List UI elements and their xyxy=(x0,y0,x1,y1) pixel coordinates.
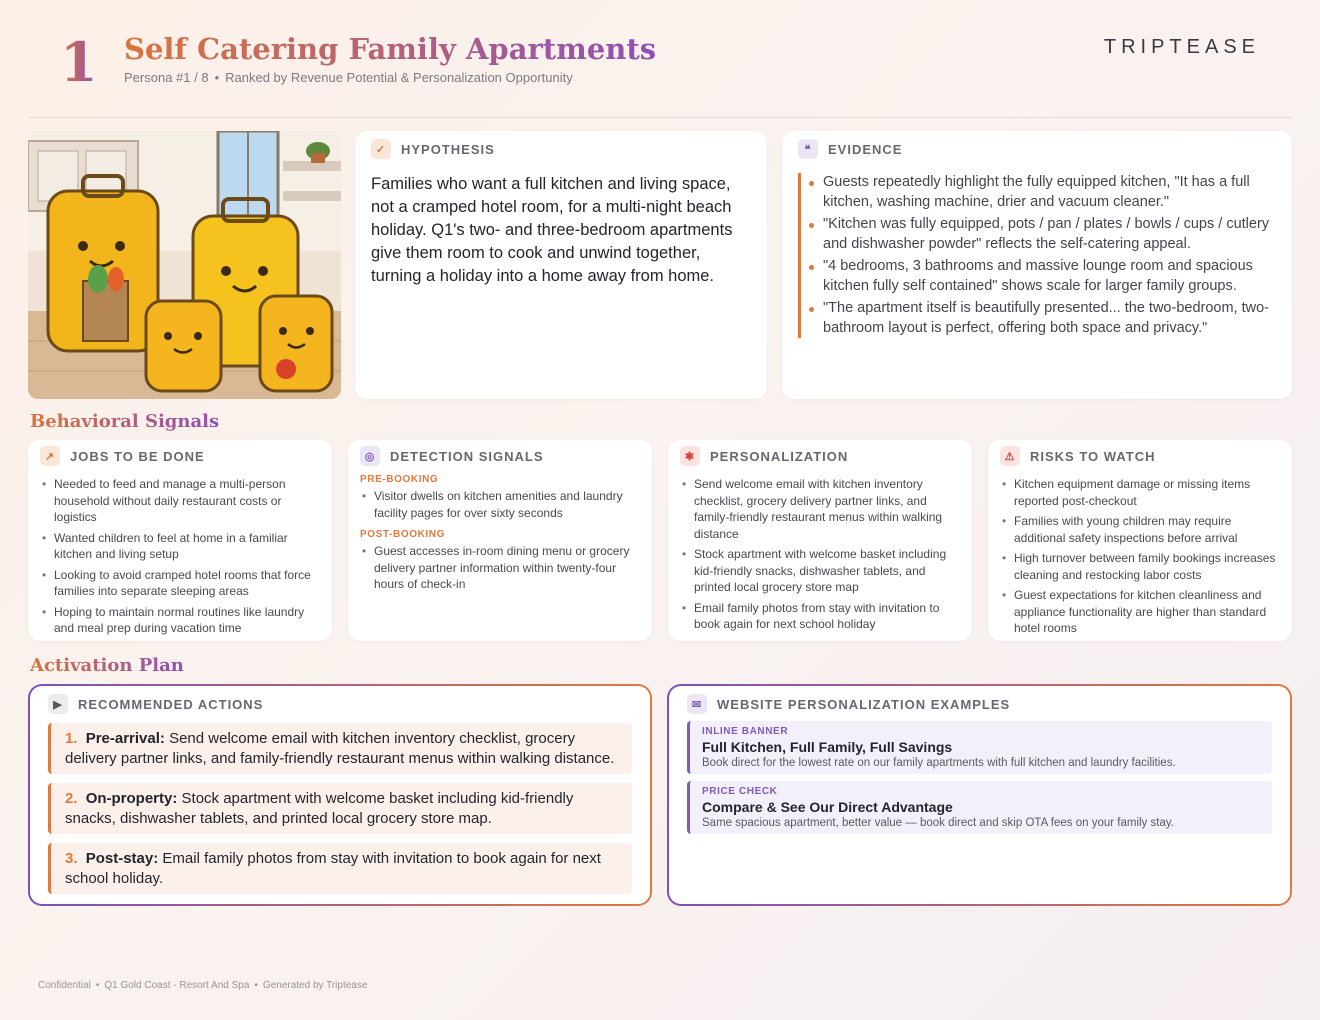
personalization-item: • Email family photos from stay with invitation to book again for next school holiday xyxy=(680,600,960,633)
post-booking-label: POST-BOOKING xyxy=(360,529,445,540)
mail-icon: ✉ xyxy=(687,694,707,714)
risks-list xyxy=(1000,476,1280,637)
detection-header xyxy=(360,446,640,466)
brand-logo: TRIPTEASE xyxy=(1103,36,1260,58)
evidence-header xyxy=(798,139,1276,159)
hero-illustration xyxy=(28,131,341,399)
step-text: Email family photos from stay with invitation to book again for next school holiday. xyxy=(65,850,601,887)
page-subtitle xyxy=(124,70,573,85)
pre-booking-list xyxy=(360,488,640,521)
page-header xyxy=(28,24,1292,118)
footer-generated: Generated by Triptease xyxy=(262,980,368,991)
target-icon: ◎ xyxy=(360,446,380,466)
post-booking-item: • Guest accesses in-room dining menu or grocery delivery partner information within twenty-four hours of check-in xyxy=(360,543,640,593)
example-body: Book direct for the lowest rate on our family apartments with full kitchen and laundry facilities. xyxy=(702,757,1176,769)
persona-rank: 1 xyxy=(60,30,98,94)
website-examples-content xyxy=(669,686,1290,904)
detection-card xyxy=(348,440,652,641)
pre-booking-label: PRE-BOOKING xyxy=(360,474,439,485)
footer-confidential: Confidential xyxy=(38,980,91,991)
evidence-list xyxy=(798,173,1276,338)
arrow-up-right-icon: ↗ xyxy=(40,446,60,466)
risks-card xyxy=(988,440,1292,641)
example-tag: PRICE CHECK xyxy=(702,786,778,797)
jobs-item: • Needed to feed and manage a multi-person household without daily restaurant costs or logistics xyxy=(40,476,320,526)
step-text: Stock apartment with welcome basket including kid-friendly snacks, dishwasher tablets, and printed local grocery store map. xyxy=(65,790,574,827)
website-example xyxy=(687,781,1272,834)
evidence-item: "The apartment itself is beautifully presented... the two-bedroom, two-bathroom layout is perfect, offering both space and privacy." xyxy=(823,299,1276,338)
suitcase-family-illustration xyxy=(28,131,341,399)
hypothesis-text: Families who want a full kitchen and living space, not a cramped hotel room, for a multi-night beach holiday. Q1's two- and three-bedroom apartments give them room to cook and unwind together, turning a holiday into a home away from home. xyxy=(371,175,733,285)
ranking-note: Ranked by Revenue Potential & Personalization Opportunity xyxy=(225,70,573,85)
step-number: 2. xyxy=(65,790,78,807)
action-step xyxy=(48,783,632,834)
jobs-card xyxy=(28,440,332,641)
step-label: Pre-arrival: xyxy=(85,730,165,747)
evidence-heading: EVIDENCE xyxy=(828,141,903,157)
step-label: Post-stay: xyxy=(85,850,159,867)
step-number: 1. xyxy=(65,730,78,747)
jobs-list xyxy=(40,476,320,637)
website-examples-box xyxy=(667,684,1292,906)
play-icon: ▶ xyxy=(48,694,68,714)
check-icon: ✓ xyxy=(371,139,391,159)
jobs-item: • Wanted children to feel at home in a familiar kitchen and living setup xyxy=(40,530,320,563)
personalization-card xyxy=(668,440,972,641)
example-body: Same spacious apartment, better value — book direct and skip OTA fees on your family stay. xyxy=(702,817,1174,829)
action-step xyxy=(48,843,632,894)
action-step xyxy=(48,723,632,774)
pre-booking-item: • Visitor dwells on kitchen amenities and laundry facility pages for over sixty seconds xyxy=(360,488,640,521)
example-tag: INLINE BANNER xyxy=(702,726,789,737)
jobs-heading: JOBS TO BE DONE xyxy=(70,448,205,464)
page-title: Self Catering Family Apartments xyxy=(124,32,657,66)
website-header xyxy=(687,694,1272,714)
post-booking-list xyxy=(360,543,640,593)
warning-icon: ⚠ xyxy=(1000,446,1020,466)
risks-item: • Kitchen equipment damage or missing items reported post-checkout xyxy=(1000,476,1280,509)
risks-item: • High turnover between family bookings increases cleaning and restocking labor costs xyxy=(1000,550,1280,583)
personalization-list xyxy=(680,476,960,633)
separator-dot: • xyxy=(254,980,258,991)
example-title: Compare & See Our Direct Advantage xyxy=(702,799,953,815)
separator-dot: • xyxy=(95,980,100,991)
personalization-item: • Stock apartment with welcome basket including kid-friendly snacks, dishwasher tablets, and printed local grocery store map xyxy=(680,546,960,596)
quote-icon: ❝ xyxy=(798,139,818,159)
activation-plan-heading: Activation Plan xyxy=(30,655,184,676)
separator-dot: • xyxy=(214,70,220,85)
personalization-heading: PERSONALIZATION xyxy=(710,448,849,464)
detection-heading: DETECTION SIGNALS xyxy=(390,448,544,464)
example-title: Full Kitchen, Full Family, Full Savings xyxy=(702,739,953,755)
risks-item: • Guest expectations for kitchen cleanliness and appliance functionality are higher than standard hotel rooms xyxy=(1000,587,1280,637)
risks-heading: RISKS TO WATCH xyxy=(1030,448,1156,464)
hypothesis-header xyxy=(371,139,751,159)
risks-item: • Families with young children may require additional safety inspections before arrival xyxy=(1000,513,1280,546)
personalization-header xyxy=(680,446,960,466)
persona-index: Persona #1 / 8 xyxy=(124,70,209,85)
actions-heading: RECOMMENDED ACTIONS xyxy=(78,696,264,712)
jobs-header xyxy=(40,446,320,466)
hypothesis-heading: HYPOTHESIS xyxy=(401,141,495,157)
personalization-item: • Send welcome email with kitchen inventory checklist, grocery delivery partner links, and family-friendly restaurant menus within walking distance xyxy=(680,476,960,542)
jobs-item: • Looking to avoid cramped hotel rooms that force families into separate sleeping areas xyxy=(40,567,320,600)
jobs-item: • Hoping to maintain normal routines like laundry and meal prep during vacation time xyxy=(40,604,320,637)
step-text: Send welcome email with kitchen inventory checklist, grocery delivery partner links, and family-friendly restaurant menus within walking distance. xyxy=(65,730,615,767)
step-label: On-property: xyxy=(85,790,178,807)
hypothesis-card xyxy=(355,131,767,399)
website-heading: WEBSITE PERSONALIZATION EXAMPLES xyxy=(717,696,1011,712)
behavioral-signals-heading: Behavioral Signals xyxy=(30,411,220,432)
step-number: 3. xyxy=(65,850,78,867)
sparkle-icon: ✱ xyxy=(680,446,700,466)
evidence-item: "Kitchen was fully equipped, pots / pan / plates / bowls / cups / cutlery and dishwasher powder" reflects the self-catering appeal. xyxy=(823,215,1276,254)
evidence-card xyxy=(782,131,1292,399)
evidence-item: "4 bedrooms, 3 bathrooms and massive lounge room and spacious kitchen fully self contained" shows scale for larger family groups. xyxy=(823,257,1276,296)
recommended-actions-box xyxy=(28,684,652,906)
website-example xyxy=(687,721,1272,774)
evidence-item: Guests repeatedly highlight the fully equipped kitchen, "It has a full kitchen, washing machine, drier and vacuum cleaner." xyxy=(823,173,1276,212)
footer-property: Q1 Gold Coast - Resort And Spa xyxy=(104,980,250,991)
actions-header xyxy=(48,694,632,714)
risks-header xyxy=(1000,446,1280,466)
page-footer xyxy=(38,980,367,991)
recommended-actions-content xyxy=(30,686,650,904)
